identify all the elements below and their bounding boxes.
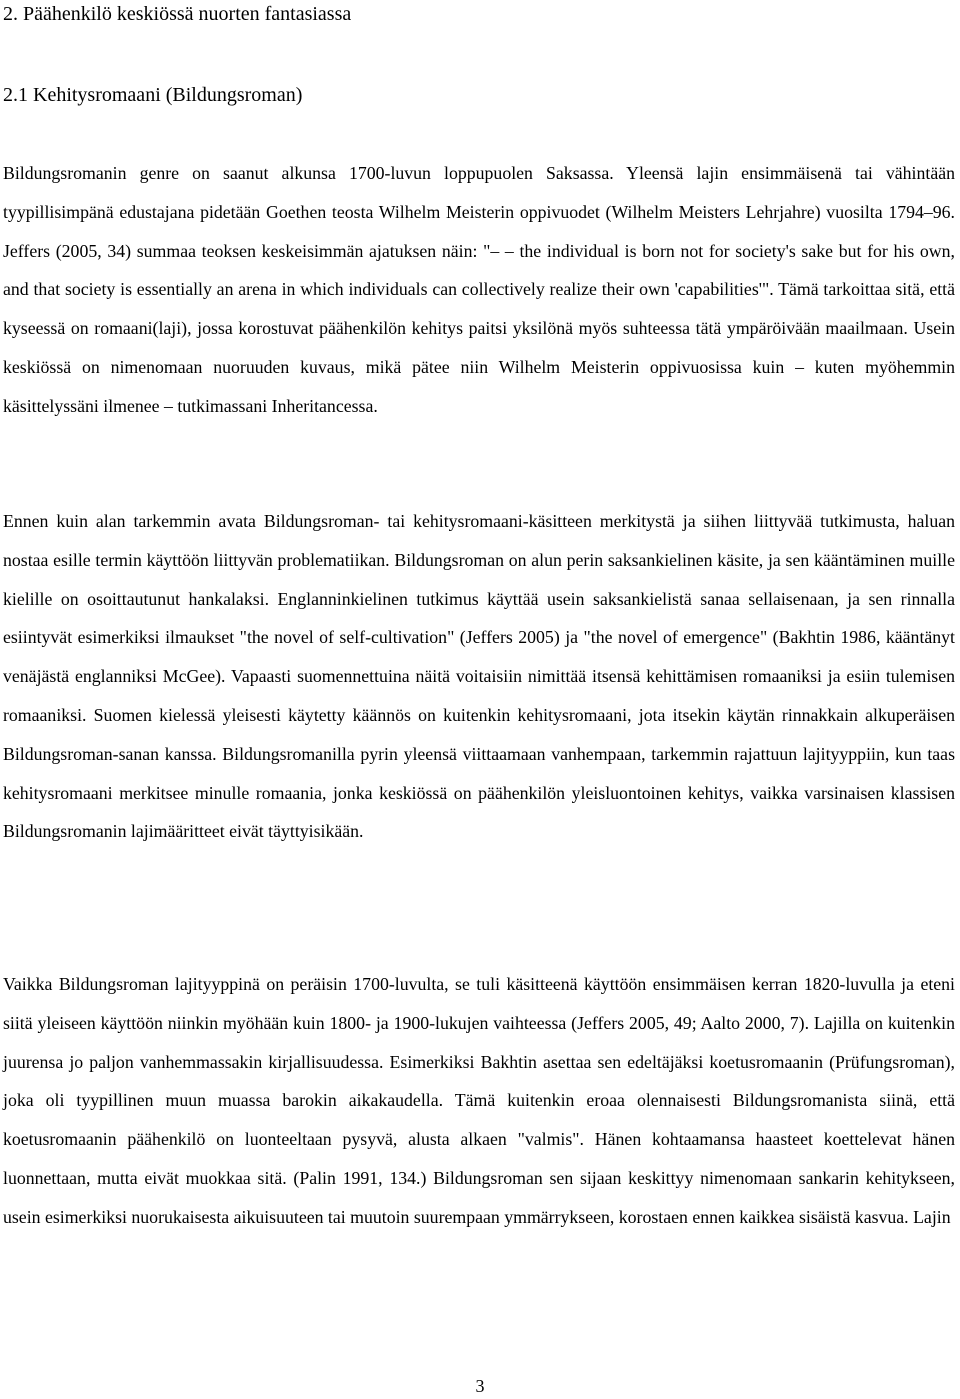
chapter-heading: 2. Päähenkilö keskiössä nuorten fantasiassa	[3, 3, 352, 25]
body-paragraph-1: Bildungsromanin genre on saanut alkunsa 1700-luvun loppupuolen Saksassa. Yleensä lajin ensimmäisenä tai vähintään tyypillisimpänä edustajana pidetään Goethen teosta Wilhelm Meisterin oppivuodet (Wilhelm Meisters Lehrjahre) vuosilta 1794–96. Jeffers (2005, 34) summaa teoksen keskeisimmän ajatuksen näin: "– – the individual is born not for society's sake but for his own, and that society is essentially an arena in which individuals can collectively realize their own 'capabilities'". Tämä tarkoittaa sitä, että kyseessä on romaani(laji), jossa korostuvat päähenkilön kehitys paitsi yksilönä myös suhteessa tätä ympäröivään maailmaan. Usein keskiössä on nimenomaan nuoruuden kuvaus, mikä pätee niin Wilhelm Meisterin oppivuosissa kuin – kuten myöhemmin käsittelyssäni ilmenee – tutkimassani Inheritancessa.	[3, 163, 955, 416]
body-paragraph-3: Vaikka Bildungsroman lajityyppinä on peräisin 1700-luvulta, se tuli käsitteenä käyttöön ensimmäisen kerran 1820-luvulla ja eteni siitä yleiseen käyttöön niinkin myöhään kuin 1800- ja 1900-lukujen vaihteessa (Jeffers 2005, 49; Aalto 2000, 7). Lajilla on kuitenkin juurensa jo paljon vanhemmassakin kirjallisuudessa. Esimerkiksi Bakhtin asettaa sen edeltäjäksi koetusromaanin (Prüfungsroman), joka oli tyypillinen muun muassa barokin aikakaudella. Tämä kuitenkin eroaa olennaisesti Bildungsromanista siinä, että koetusromaanin päähenkilö on luonteeltaan pysyvä, alusta alkaen "valmis". Hänen kohtaamansa haasteet koettelevat hänen luonnettaan, mutta eivät muokkaa sitä. (Palin 1991, 134.) Bildungsroman sen sijaan keskittyy nimenomaan sankarin kehitykseen, usein esimerkiksi nuorukaisesta aikuisuuteen tai muutoin suurempaan ymmärrykseen, korostaen ennen kaikkea sisäistä kasvua. Lajin	[3, 974, 955, 1227]
body-paragraph-2: Ennen kuin alan tarkemmin avata Bildungsroman- tai kehitysromaani-käsitteen merkitystä ja siihen liittyvää tutkimusta, haluan nostaa esille termin käyttöön liittyvän problematiikan. Bildungsroman on alun perin saksankielinen käsite, ja sen kääntäminen muille kielille on osoittautunut hankalaksi. Englanninkielinen tutkimus käyttää usein saksankielistä sanaa sellaisenaan, ja sen rinnalla esiintyvät esimerkiksi ilmaukset "the novel of self-cultivation" (Jeffers 2005) ja "the novel of emergence" (Bakhtin 1986, kääntänyt venäjästä englanniksi McGee). Vapaasti suomennettuina näitä voitaisiin nimittää itsensä kehittämisen romaaniksi ja esiin tulemisen romaaniksi. Suomen kielessä yleisesti käytetty käännös on kuitenkin kehitysromaani, jota itsekin käytän rinnakkain alkuperäisen Bildungsroman-sanan kanssa. Bildungsromanilla pyrin yleensä viittaamaan vanhempaan, tarkemmin rajattuun lajityyppiin, kun taas kehitysromaani merkitsee minulle romaania, jonka keskiössä on päähenkilön yleisluontoinen kehitys, vaikka varsinaisen klassisen Bildungsromanin lajimääritteet eivät täyttyisikään.	[3, 511, 955, 842]
page-number: 3	[475, 1376, 485, 1396]
section-heading: 2.1 Kehitysromaani (Bildungsroman)	[3, 84, 303, 106]
